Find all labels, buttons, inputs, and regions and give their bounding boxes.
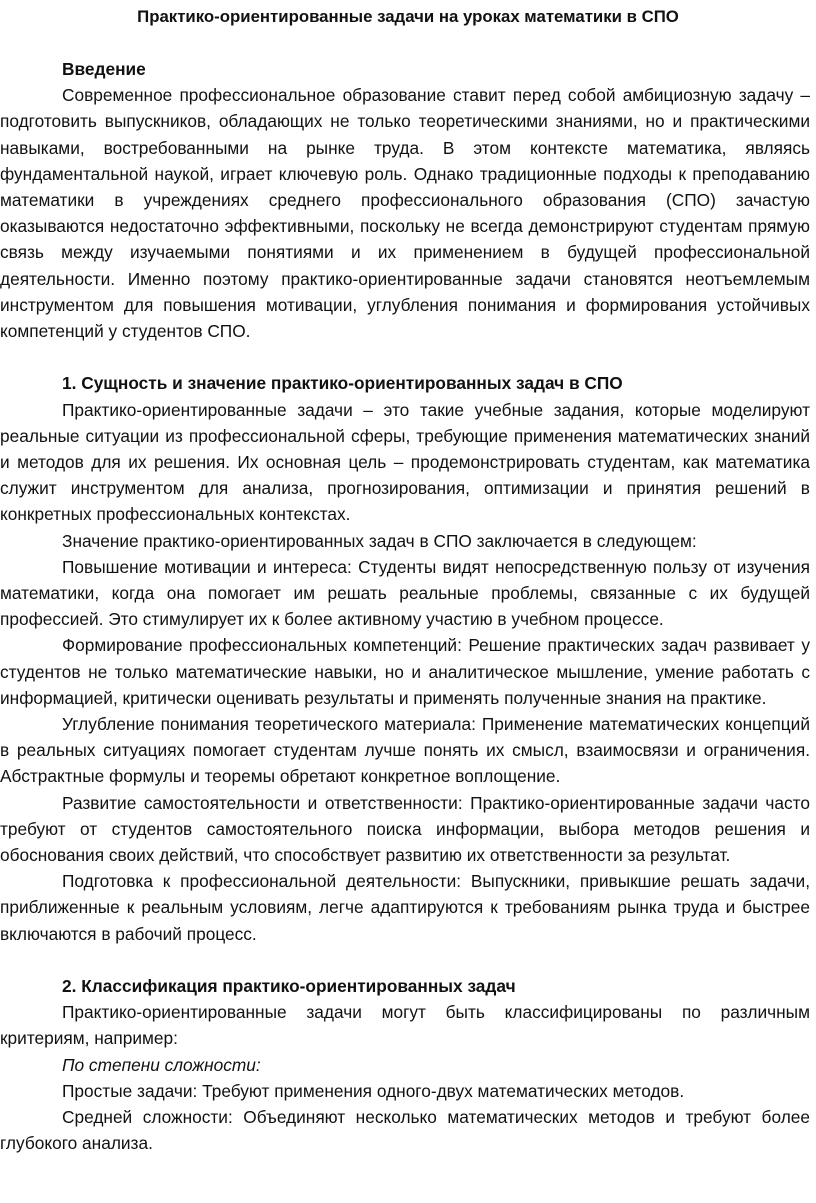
section-2-list-item: Простые задачи: Требуют применения одного-двух математических методов. <box>62 1080 685 1101</box>
section-1-paragraph: Повышение мотивации и интереса: Студенты видят непосредственную пользу от изучения математики, когда она помогает им решать реальные проблемы, связанные с их будущей профессией. Это стимулирует их к более активному участию в учебном процессе. <box>0 556 810 630</box>
intro-paragraph: Современное профессиональное образование ставит перед собой амбициозную задачу – подготовить выпускников, обладающих не только теоретическими знаниями, но и практическими навыками, востребованными на рынке труда. В этом контексте математика, являясь фундаментальной наукой, играет ключевую роль. Однако традиционные подходы к преподаванию математики в учреждениях среднего профессионального образования (СПО) зачастую оказываются недостаточно эффективными, поскольку не всегда демонстрируют студентам прямую связь между изучаемыми понятиями и их применением в будущей профессиональной деятельности. Именно поэтому практико-ориентированные задачи становятся неотъемлемым инструментом для повышения мотивации, углубления понимания и формирования устойчивых компетенций у студентов СПО. <box>0 85 810 342</box>
section-1-paragraph: Формирование профессиональных компетенций: Решение практических задач развивает у студентов не только математические навыки, но и аналитическое мышление, умение работать с информацией, критически оценивать результаты и применять полученные знания на практике. <box>0 635 810 708</box>
spacer <box>0 947 810 973</box>
section-2-subheading: По степени сложности: <box>62 1054 261 1075</box>
section-1-heading: 1. Сущность и значение практико-ориентированных задач в СПО <box>62 373 623 394</box>
spacer <box>0 344 810 370</box>
section-1-paragraph: Практико-ориентированные задачи – это такие учебные задания, которые моделируют реальные ситуации из профессиональной сферы, требующие применения математических знаний и методов для их решения. Их основная цель – продемонстрировать студентам, как математика служит инструментом для анализа, прогнозирования, оптимизации и принятия решений в конкретных профессиональных контекстах. <box>0 399 810 525</box>
document-title: Практико-ориентированные задачи на уроках математики в СПО <box>137 7 679 26</box>
section-2-list-item: Средней сложности: Объединяют несколько математических методов и требуют более глубокого анализа. <box>0 1107 810 1154</box>
section-1-paragraph: Подготовка к профессиональной деятельности: Выпускники, привыкшие решать задачи, приближенные к реальным условиям, легче адаптируются к требованиям рынка труда и быстрее включаются в рабочий процесс. <box>0 871 810 944</box>
intro-heading: Введение <box>62 59 146 79</box>
section-2-heading: 2. Классификация практико-ориентированных задач <box>62 976 516 997</box>
section-1-paragraph: Значение практико-ориентированных задач в СПО заключается в следующем: <box>62 530 697 551</box>
section-1-paragraph: Развитие самостоятельности и ответственности: Практико-ориентированные задачи часто требуют от студентов самостоятельного поиска информации, выбора методов решения и обоснования своих действий, что способствует развитию их ответственности за результат. <box>0 792 810 866</box>
section-1-paragraph: Углубление понимания теоретического материала: Применение математических концепций в реальных ситуациях помогает студентам лучше понять их смысл, взаимосвязи и ограничения. Абстрактные формулы и теоремы обретают конкретное воплощение. <box>0 714 810 787</box>
section-2-paragraph: Практико-ориентированные задачи могут быть классифицированы по различным критериям, например: <box>0 1002 810 1049</box>
